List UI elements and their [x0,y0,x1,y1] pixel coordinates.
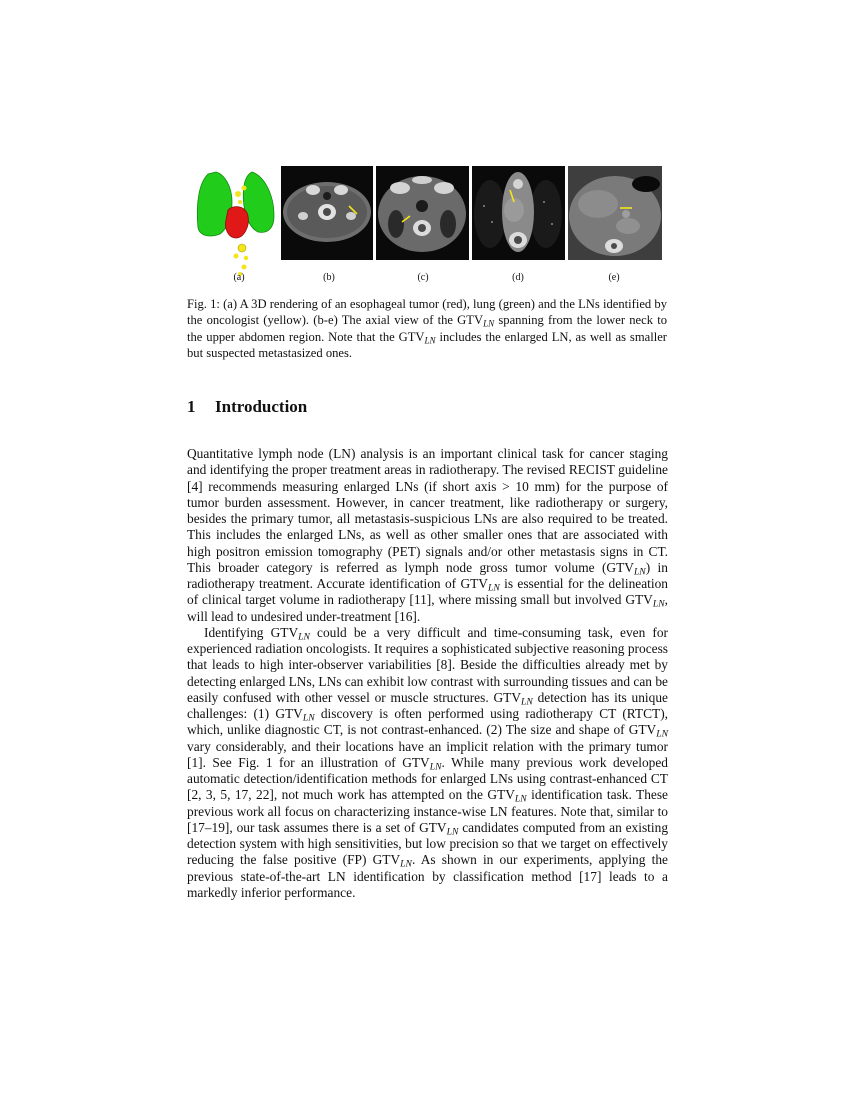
subscript: LN [424,334,436,345]
subscript: LN [302,712,315,724]
subscript: LN [633,566,646,578]
subscript: LN [400,858,412,870]
subscript: LN [652,598,665,610]
figure-label-b: (b) [323,272,335,283]
subscript: LN [521,696,533,708]
figure-label-a: (a) [233,272,245,283]
3d-rendering-image [194,166,278,278]
subscript: LN [656,728,668,740]
section-heading [187,397,307,417]
figure-caption: Fig. 1: (a) A 3D rendering of an esophageal tumor (red), lung (green) and the LNs identified by the oncologist (yellow). (b-e) The axial view of the $GTV_{LN}$ spanning from the lower neck to the upper abdomen region. Note that the $GTV_{LN}$ includes the enlarged LN, as well as smaller but suspected metastasized ones. [187,297,667,360]
ct-axial-image-b [281,166,373,260]
subscript: LN [446,826,459,838]
figure-label-c: (c) [417,272,429,283]
body-text [187,446,668,901]
figure-1 [190,166,662,260]
ct-axial-image-d [472,166,565,260]
paragraph: Identifying $GTV_{LN}$ could be a very difficult and time-consuming task, even for experienced radiation oncologists. It requires a sophisticated subjective reasoning process that leads to high inter-observer variabilities [8]. Beside the difficulties already met by detecting enlarged LNs, LNs can exhibit low contrast with surrounding tissues and can be easily confused with other vessel or muscle structures. $GTV_{LN}$ detection has its unique challenges: (1) $GTV_{LN}$ discovery is often performed using radiotherapy CT (RTCT), which, unlike diagnostic CT, is not contrast-enhanced. (2) The size and shape of $GTV_{LN}$ vary considerably, and their locations have an implicit relation with the primary tumor [1]. See Fig. 1 for an illustration of $GTV_{LN}$. While many previous work developed automatic detection/identification methods for enlarged LNs using contrast-enhanced CT [2, 3, 5, 17, 22], not much work has attempted on the $GTV_{LN}$ identification task. These previous work all focus on characterizing instance-wise LN features. Note that, similar to [17–19], our task assumes there is a set of $GTV_{LN}$ candidates computed from an existing detection system with high sensitivities, but low precision so that we target on effectively reducing the false positive (FP) $GTV_{LN}$. As shown in our experiments, applying the previous state-of-the-art LN identification by classification method [17] leads to a markedly inferior performance. [187,624,669,900]
ct-axial-image-c [376,166,469,260]
subscript: LN [483,318,495,329]
subscript: LN [514,793,527,805]
ct-axial-image-e [568,166,662,260]
section-number: 1 [187,397,196,416]
subscript: LN [429,761,442,773]
subscript: LN [487,582,500,594]
figure-label-d: (d) [512,272,524,283]
figure-label-e: (e) [608,272,620,283]
subscript: LN [298,631,310,643]
paragraph: Quantitative lymph node (LN) analysis is an important clinical task for cancer staging and identifying the proper treatment areas in radiotherapy. The revised RECIST guideline [4] recommends measuring enlarged LNs (if short axis > 10 mm) for the purpose of tumor burden assessment. However, in cancer treatment, like radiotherapy or surgery, besides the primary tumor, all metastasis-suspicious LNs are also required to be treated. This includes the enlarged LNs, as well as other smaller ones that are associated with high positron emission tomography (PET) signals and/or other metastasis signs in CT. This broader category is referred as lymph node gross tumor volume $(GTV_{LN})$ in radiotherapy treatment. Accurate identification of $GTV_{LN}$ is essential for the delineation of clinical target volume in radiotherapy [11], where missing small but involved $GTV_{LN}$, will lead to undesired under-treatment [16]. [187,446,668,624]
section-title: Introduction [215,397,308,416]
